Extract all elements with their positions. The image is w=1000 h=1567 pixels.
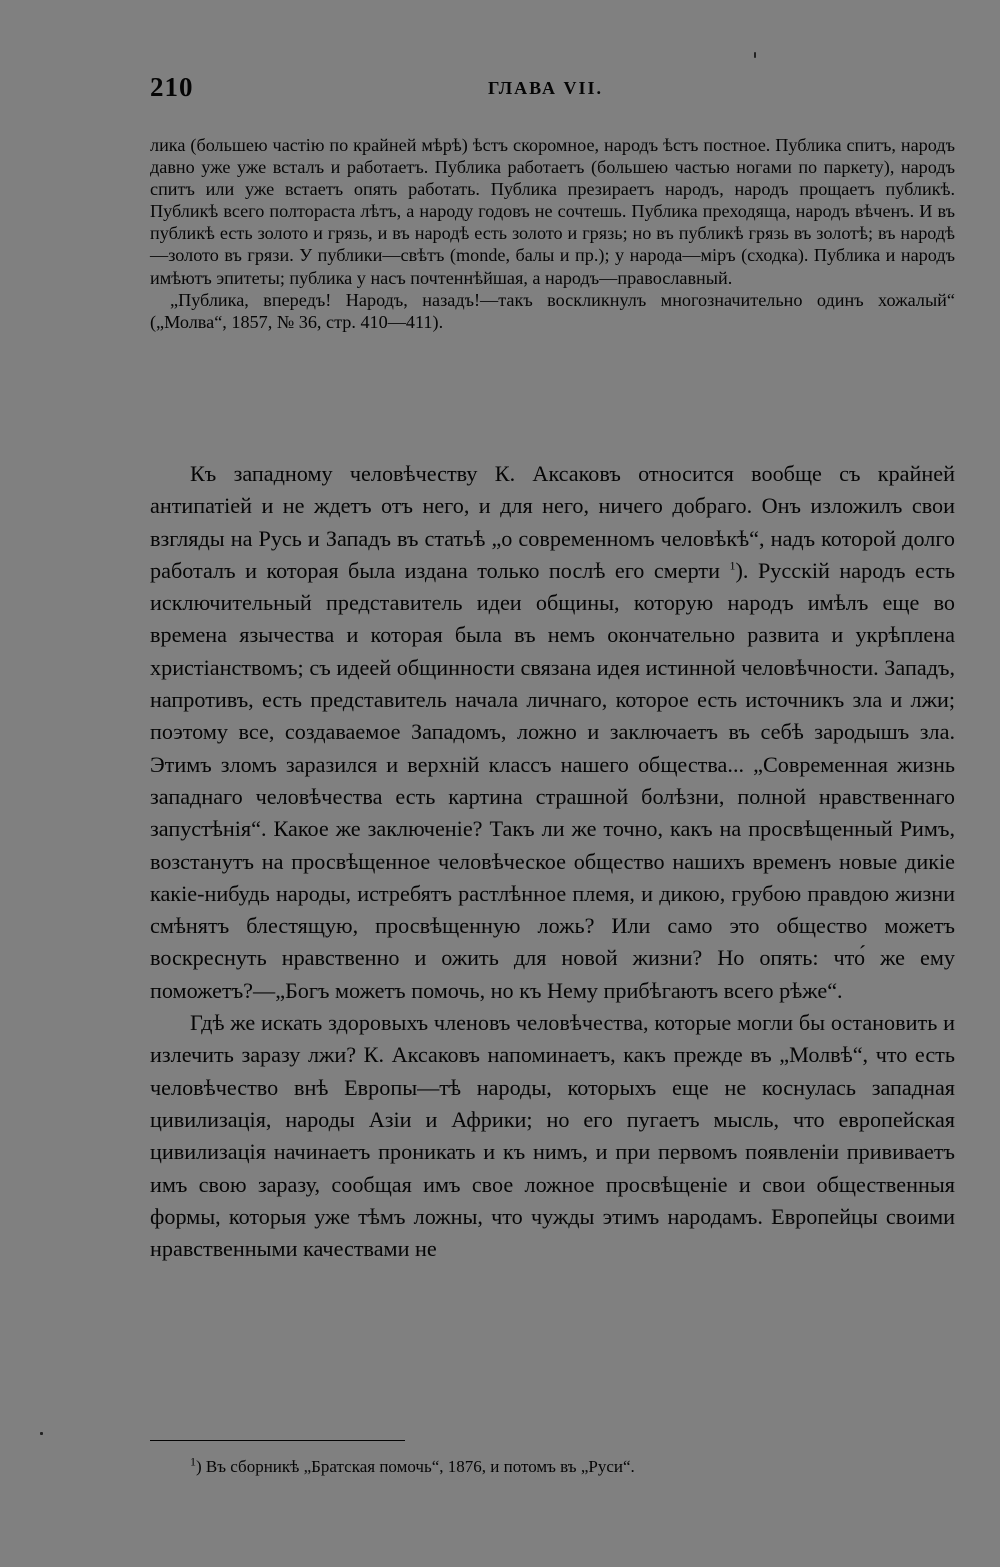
footnote-rule — [150, 1440, 405, 1441]
print-speck — [754, 52, 756, 58]
body-text: Къ западному человѣчеству К. Аксаковъ относится вообще съ крайней антипатіей и не ждетъ отъ него, и для него, ничего добраго. Онъ изложилъ свои взгляды на Русь и Западъ въ статьѣ „о современномъ человѣкѣ“, надъ которой долго работалъ и которая была издана только послѣ его смерти — [150, 461, 955, 583]
quote-paragraph: лика (большею частію по крайней мѣрѣ) ѣстъ скоромное, народъ ѣстъ постное. Публика спитъ, народъ давно уже уже всталъ и работаетъ. Публика работаетъ (большею частью ногами по паркету), народъ спитъ или уже встаетъ опять работать. Публика презираетъ народъ, народъ прощаетъ публикѣ. Публикѣ всего полтораста лѣтъ, а народу годовъ не сочтешь. Публика преходяща, народъ вѣченъ. И въ публикѣ есть золото и грязь, и въ народѣ есть золото и грязь; но въ публикѣ грязь въ золотѣ; въ народѣ—золото въ грязи. У публики—свѣтъ (monde, балы и пр.); у народа—міръ (сходка). Публика и народъ имѣютъ эпитеты; публика у насъ почтеннѣйшая, а народъ—православный. — [150, 135, 955, 288]
quote-block — [150, 134, 955, 333]
body-text: ). Русскій народъ есть исключительный представитель идеи общины, которую народъ имѣлъ еще во времена язычества и которая была въ немъ окончательно развита и укрѣплена христіанствомъ; съ идеей общинности связана идея истинной человѣчности. Западъ, напротивъ, есть представитель начала личнаго, которое есть источникъ зла и лжи; поэтому все, создаваемое Западомъ, ложно и заключаетъ въ себѣ зародышъ зла. Этимъ зломъ заразился и верхній классъ нашего общества... „Современная жизнь западнаго человѣчества есть картина страшной болѣзни, полной нравственнаго запустѣнія“. Какое же заключеніе? Такъ ли же точно, какъ на просвѣщенный Римъ, возстанутъ на просвѣщенное человѣческое общество нашихъ временъ новые дикіе какіе-нибудь народы, истребятъ растлѣнное племя, и дикою, грубою правдою жизни смѣнятъ блестящую, просвѣщенную ложь? Или само это общество можетъ воскреснуть нравственно и ожить для новой жизни? Но опять: что́ же ему поможетъ?—„Богъ можетъ помочь, но къ Нему прибѣгаютъ всего рѣже“. — [150, 557, 955, 1003]
print-speck — [40, 1432, 43, 1435]
body-paragraph — [150, 458, 955, 1007]
footnote-text: ) Въ сборникѣ „Братская помочь“, 1876, и потомъ въ „Руси“. — [196, 1457, 635, 1476]
footnote — [190, 1456, 955, 1478]
footnote-mark: 1 — [190, 1454, 196, 1469]
running-head: ГЛАВА VII. — [488, 78, 604, 98]
page-number: 210 — [150, 72, 194, 102]
quote-paragraph: „Публика, впередъ! Народъ, назадъ!—такъ воскликнулъ многозначительно одинъ хожалый“ („Молва“, 1857, № 36, стр. 410—411). — [150, 289, 955, 332]
main-text — [150, 458, 955, 1265]
footnote-reference: 1 — [729, 558, 736, 573]
page-header — [150, 72, 955, 112]
body-paragraph: Гдѣ же искать здоровыхъ членовъ человѣчества, которые могли бы остановить и излечить заразу лжи? К. Аксаковъ напоминаетъ, какъ прежде въ „Молвѣ“, что есть человѣчество внѣ Европы—тѣ народы, которыхъ еще не коснулась западная цивилизація, народы Азіи и Африки; но его пугаетъ мысль, что европейская цивилизація начинаетъ проникать и къ нимъ, и при первомъ появленіи прививаетъ имъ свою заразу, сообщая имъ свое ложное просвѣщеніе и свои общественныя формы, которыя уже тѣмъ ложны, что чужды этимъ народамъ. Европейцы своими нравственными качествами не — [150, 1010, 955, 1262]
